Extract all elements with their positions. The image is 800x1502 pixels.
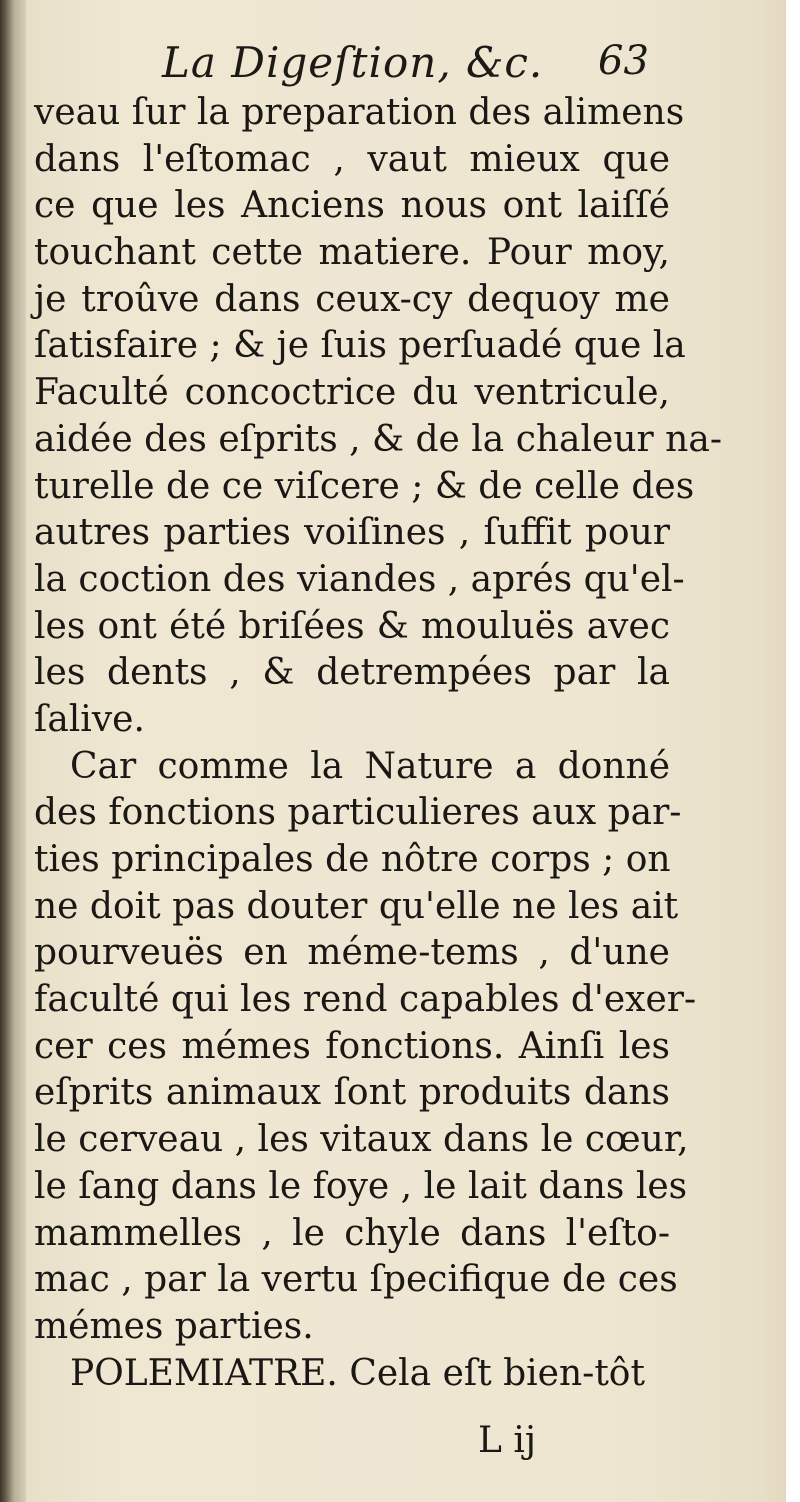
text-line: mac , par la vertu ſpecifique de ces bbox=[34, 1259, 678, 1301]
text-line: les ont été briſées & mouluës avec bbox=[34, 605, 670, 647]
text-line: des fonctions particulieres aux par- bbox=[34, 792, 682, 834]
text-line: les dents , & detrempées par la bbox=[34, 652, 670, 694]
text-line: mammelles , le chyle dans l'eſto- bbox=[34, 1212, 670, 1254]
text-line: le ſang dans le foye , le lait dans les bbox=[34, 1165, 688, 1207]
text-line: aidée des eſprits , & de la chaleur na- bbox=[34, 418, 722, 460]
running-head-title: La Digeſtion, &c. bbox=[162, 38, 544, 87]
text-line: turelle de ce viſcere ; & de celle des bbox=[34, 465, 695, 507]
running-head bbox=[0, 34, 786, 94]
text-line: POLEMIATRE. Cela eſt bien-tôt bbox=[70, 1352, 645, 1394]
text-line: le cerveau , les vitaux dans le cœur, bbox=[34, 1119, 689, 1161]
text-line: je troûve dans ceux-cy dequoy me bbox=[34, 278, 670, 320]
page-binding-shadow bbox=[0, 0, 26, 1502]
text-line: veau ſur la preparation des alimens bbox=[34, 92, 685, 133]
text-line: cer ces mémes fonctions. Ainſi les bbox=[34, 1025, 670, 1067]
text-line: Car comme la Nature a donné bbox=[70, 745, 670, 787]
text-line: la coction des viandes , aprés qu'el- bbox=[34, 558, 685, 600]
text-line: dans l'eſtomac , vaut mieux que bbox=[34, 138, 670, 180]
text-line: touchant cette matiere. Pour moy, bbox=[34, 232, 670, 274]
text-line: ce que les Anciens nous ont laiſſé bbox=[34, 185, 670, 227]
text-line: ties principales de nôtre corps ; on bbox=[34, 839, 671, 880]
text-line: ſatisfaire ; & je ſuis perſuadé que la bbox=[34, 325, 686, 367]
text-line: Faculté concoctrice du ventricule, bbox=[34, 372, 670, 414]
signature-mark: L ij bbox=[478, 1420, 537, 1461]
text-line: ſalive. bbox=[34, 698, 145, 740]
text-line: mémes parties. bbox=[34, 1305, 314, 1347]
body-text bbox=[34, 90, 722, 1397]
page-number: 63 bbox=[598, 38, 649, 84]
text-line: ne doit pas douter qu'elle ne les ait bbox=[34, 885, 679, 927]
text-line: faculté qui les rend capables d'exer- bbox=[34, 979, 697, 1021]
text-line: pourveuës en méme-tems , d'une bbox=[34, 932, 670, 974]
text-line: autres parties voiſines , ſuffit pour bbox=[34, 512, 670, 554]
text-line: eſprits animaux ſont produits dans bbox=[34, 1072, 670, 1114]
